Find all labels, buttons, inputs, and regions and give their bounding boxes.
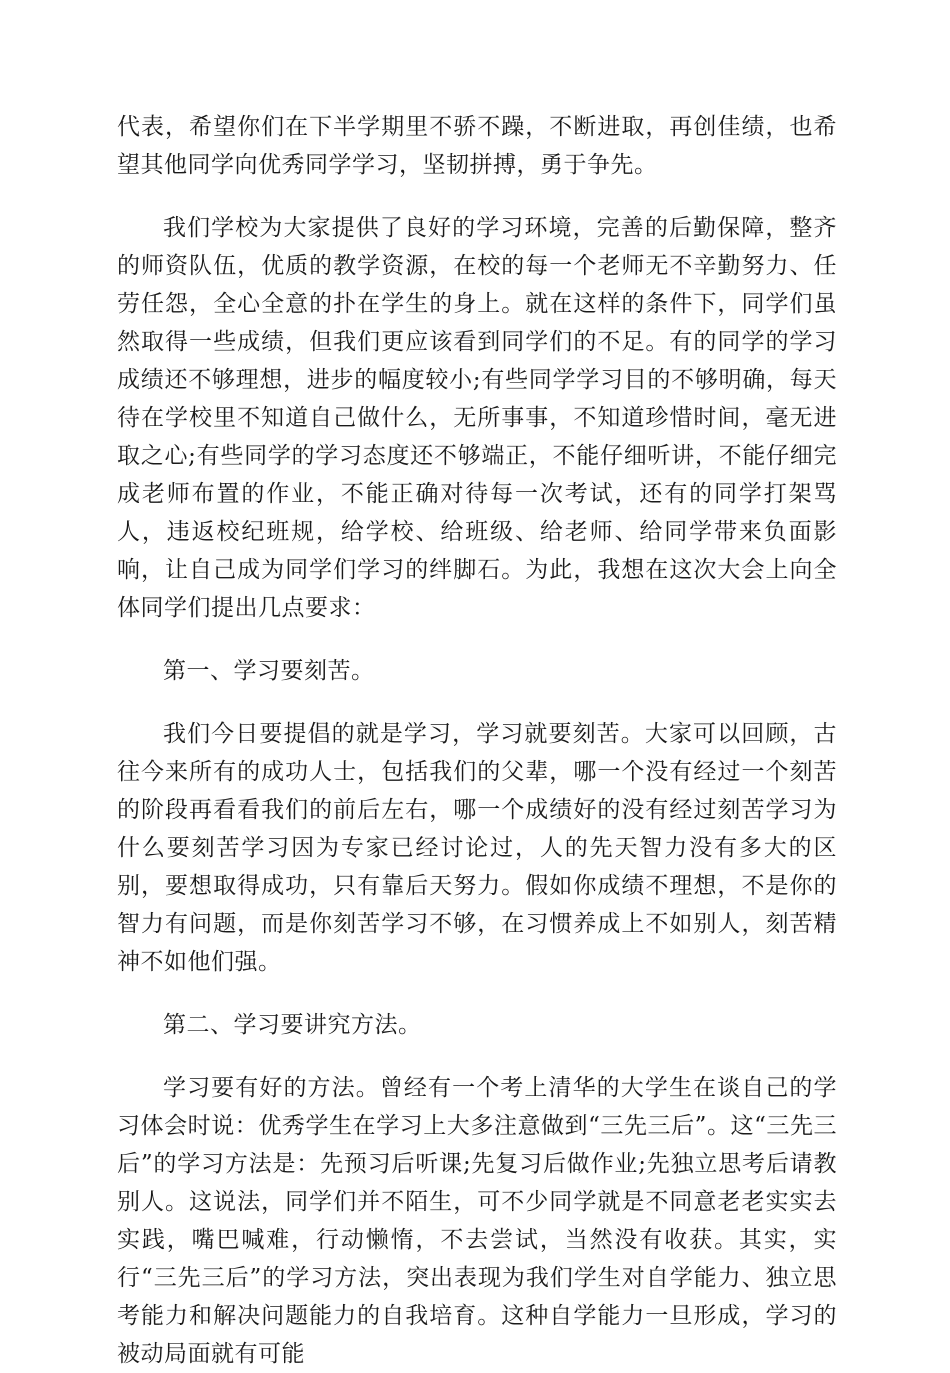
document-body bbox=[117, 108, 837, 1373]
paragraph: 我们今日要提倡的就是学习，学习就要刻苦。大家可以回顾，古往今来所有的成功人士，包括我们的父辈，哪一个没有经过一个刻苦的阶段再看看我们的前后左右，哪一个成绩好的没有经过刻苦学习为什么要刻苦学习因为专家已经讨论过，人的先天智力没有多大的区别，要想取得成功，只有靠后天努力。假如你成绩不理想，不是你的智力有问题，而是你刻苦学习不够，在习惯养成上不如别人，刻苦精神不如他们强。 bbox=[117, 721, 837, 975]
section-heading: 第一、学习要刻苦。 bbox=[163, 658, 375, 684]
paragraph: 代表，希望你们在下半学期里不骄不躁，不断进取，再创佳绩，也希望其他同学向优秀同学学习，坚韧拼搏，勇于争先。 bbox=[117, 114, 837, 178]
paragraph: 学习要有好的方法。曾经有一个考上清华的大学生在谈自己的学习体会时说：优秀学生在学习上大多注意做到“三先三后”。这“三先三后”的学习方法是：先预习后听课;先复习后做作业;先独立思考后请教别人。这说法，同学们并不陌生，可不少同学就是不同意老老实实去实践，嘴巴喊难，行动懒惰，不去尝试，当然没有收获。其实，实行“三先三后”的学习方法，突出表现为我们学生对自学能力、独立思考能力和解决问题能力的自我培育。这种自学能力一旦形成，学习的被动局面就有可能 bbox=[117, 1075, 837, 1367]
section-heading: 第二、学习要讲究方法。 bbox=[163, 1012, 422, 1038]
paragraph: 我们学校为大家提供了良好的学习环境，完善的后勤保障，整齐的师资队伍，优质的教学资源，在校的每一个老师无不辛勤努力、任劳任怨，全心全意的扑在学生的身上。就在这样的条件下，同学们虽然取得一些成绩，但我们更应该看到同学们的不足。有的同学的学习成绩还不够理想，进步的幅度较小;有些同学学习目的不够明确，每天待在学校里不知道自己做什么，无所事事，不知道珍惜时间，毫无进取之心;有些同学的学习态度还不够端正，不能仔细听讲，不能仔细完成老师布置的作业，不能正确对待每一次考试，还有的同学打架骂人，违返校纪班规，给学校、给班级、给老师、给同学带来负面影响，让自己成为同学们学习的绊脚石。为此，我想在这次大会上向全体同学们提出几点要求： bbox=[117, 215, 837, 621]
